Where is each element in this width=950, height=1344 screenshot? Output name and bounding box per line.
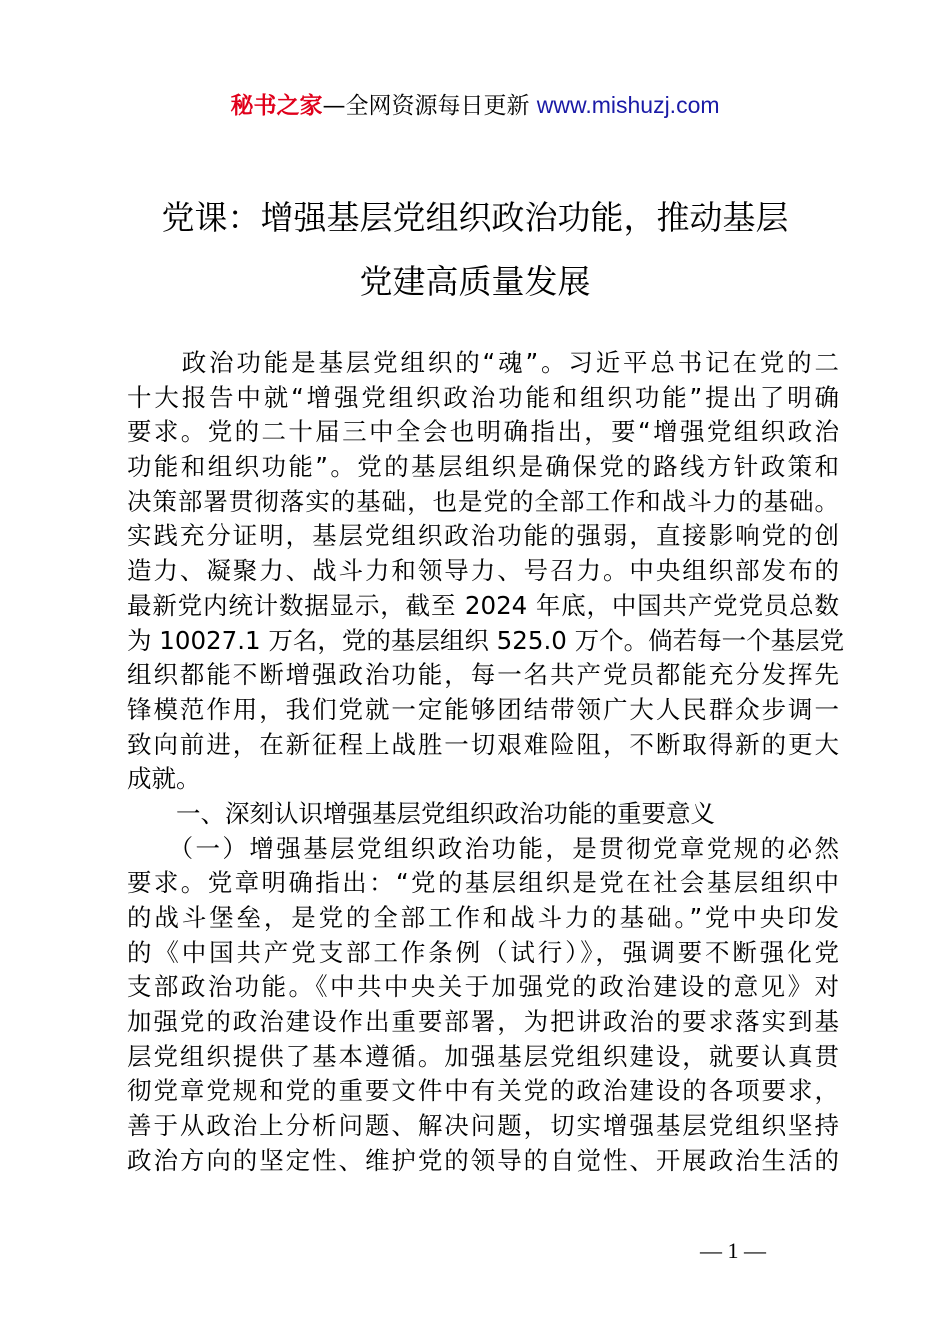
site-banner <box>0 88 950 123</box>
body-line: 彻党章党规和党的重要文件中有关党的政治建设的各项要求， <box>127 1076 839 1106</box>
body-line: 十大报告中就“增强党组织政治功能和组织功能”提出了明确 <box>127 382 839 412</box>
banner-url-link[interactable]: www.mishuzj.com <box>536 92 720 118</box>
body-line: 功能和组织功能”。党的基层组织是确保党的路线方针政策和 <box>127 452 839 482</box>
body-line: 组织都能不断增强政治功能，每一名共产党员都能充分发挥先 <box>127 660 839 690</box>
body-line: 决策部署贯彻落实的基础，也是党的全部工作和战斗力的基础。 <box>127 486 839 516</box>
body-line: 善于从政治上分析问题、解决问题，切实增强基层党组织坚持 <box>127 1111 839 1141</box>
body-line: 政治方向的坚定性、维护党的领导的自觉性、开展政治生活的 <box>127 1145 839 1175</box>
body-line: 支部政治功能。《中共中央关于加强党的政治建设的意见》对 <box>127 972 839 1002</box>
section-heading: 一、深刻认识增强基层党组织政治功能的重要意义 <box>127 798 715 828</box>
body-line: 的《中国共产党支部工作条例（试行）》，强调要不断强化党 <box>127 937 839 967</box>
banner-slogan: 全网资源每日更新 <box>345 93 530 119</box>
title-line-1: 党课：增强基层党组织政治功能，推动基层 <box>161 198 789 237</box>
document-body <box>127 346 845 1179</box>
body-line: 的战斗堡垒，是党的全部工作和战斗力的基础。”党中央印发 <box>127 903 839 932</box>
body-line: 造力、凝聚力、战斗力和领导力、号召力。中央组织部发布的 <box>127 556 839 586</box>
body-line: 成就。 <box>127 764 201 794</box>
brand-name: 秘书之家 <box>230 93 323 119</box>
title-line-2: 党建高质量发展 <box>359 262 591 301</box>
body-line: 层党组织提供了基本遵循。加强基层党组织建设，就要认真贯 <box>127 1041 839 1071</box>
body-line: 为 10027.1 万名，党的基层组织 525.0 万个。倘若每一个基层党 <box>127 625 845 655</box>
body-line: 致向前进，在新征程上战胜一切艰难险阻，不断取得新的更大 <box>127 729 839 759</box>
banner-dash: — <box>322 93 346 119</box>
document-title <box>0 186 950 314</box>
page-number: — 1 — <box>700 1238 766 1263</box>
body-line: 要求。党的二十届三中全会也明确指出，要“增强党组织政治 <box>127 417 839 447</box>
body-line: （一）增强基层党组织政治功能，是贯彻党章党规的必然 <box>127 833 839 863</box>
body-line: 锋模范作用，我们党就一定能够团结带领广大人民群众步调一 <box>127 694 839 724</box>
body-line: 最新党内统计数据显示，截至 2024 年底，中国共产党党员总数 <box>127 590 839 620</box>
body-line: 政治功能是基层党组织的“魂”。习近平总书记在党的二 <box>127 348 839 377</box>
body-line: 加强党的政治建设作出重要部署，为把讲政治的要求落实到基 <box>127 1007 839 1037</box>
body-line: 要求。党章明确指出：“党的基层组织是党在社会基层组织中 <box>127 868 839 898</box>
body-line: 实践充分证明，基层党组织政治功能的强弱，直接影响党的创 <box>127 521 839 551</box>
